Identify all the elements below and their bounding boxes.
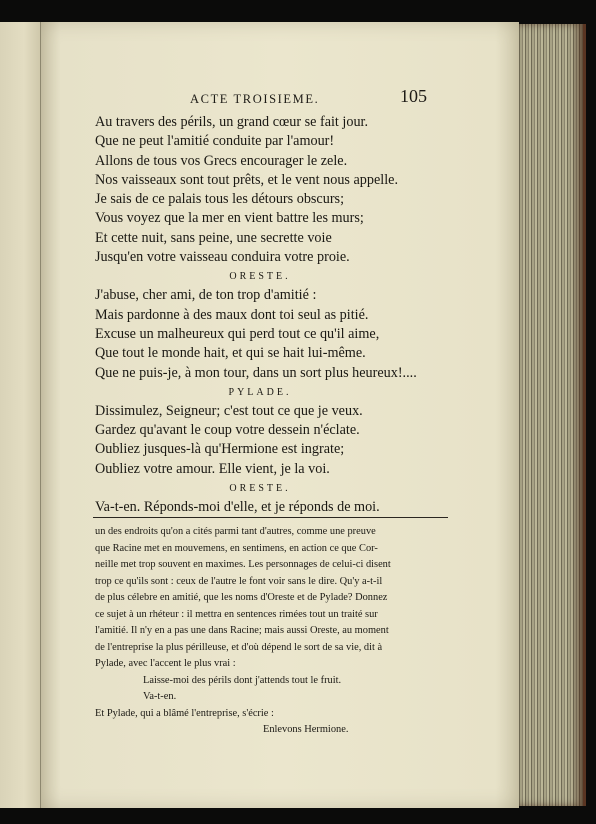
verse-line: Jusqu'en votre vaisseau conduira votre proie. xyxy=(95,249,350,266)
speaker-name: PYLADE. xyxy=(228,386,292,398)
facing-page-edge xyxy=(0,22,41,808)
verse-line: Oubliez jusques-là qu'Hermione est ingrate; xyxy=(95,441,345,458)
speaker-name: ORESTE. xyxy=(229,483,291,495)
book-fore-edge xyxy=(519,24,586,806)
note-line: Et Pylade, qui a blâmé l'entreprise, s'écrie : xyxy=(95,707,274,719)
verse-line: Vous voyez que la mer en vient battre les murs; xyxy=(95,210,364,227)
verse-line: Allons de tous vos Grecs encourager le zele. xyxy=(95,152,348,169)
page-number: 105 xyxy=(400,86,427,106)
commentary-notes xyxy=(95,524,455,739)
verse-line: J'abuse, cher ami, de ton trop d'amitié : xyxy=(95,287,317,304)
speaker-name: ORESTE. xyxy=(229,271,291,283)
note-line: l'amitié. Il n'y en a pas une dans Racine; mais aussi Oreste, au moment xyxy=(95,625,389,636)
footnote-rule xyxy=(93,517,448,518)
verse-line: Au travers des périls, un grand cœur se fait jour. xyxy=(95,114,369,130)
verse-line: Excuse un malheureux qui perd tout ce qu'il aime, xyxy=(95,325,380,342)
verse-line: Je sais de ce palais tous les détours obscurs; xyxy=(95,191,345,208)
verse-line: Oubliez votre amour. Elle vient, je la voi. xyxy=(95,460,330,477)
note-line: Pylade, avec l'accent le plus vrai : xyxy=(95,658,236,669)
note-line: un des endroits qu'on a cités parmi tant d'autres, comme une preuve xyxy=(95,526,376,537)
verse-line: Va-t-en. Réponds-moi d'elle, et je réponds de moi. xyxy=(95,499,380,516)
note-line: de l'entreprise la plus périlleuse, et d'où dépend le sort de sa vie, dit à xyxy=(95,641,383,653)
note-line: neille met trop souvent en maximes. Les personnages de celui-ci disent xyxy=(95,559,391,570)
verse-line: Gardez qu'avant le coup votre dessein n'éclate. xyxy=(95,422,360,439)
note-quote-line: Enlevons Hermione. xyxy=(263,724,349,735)
note-line: ce sujet à un rhéteur : il mettra en sentences rimées tout un traité sur xyxy=(95,608,378,620)
verse-line: Que ne peut l'amitié conduite par l'amour! xyxy=(95,133,335,150)
note-line: que Racine met en mouvemens, en sentimens, en action ce que Cor- xyxy=(95,542,378,554)
note-quote-line: Laisse-moi des périls dont j'attends tout le fruit. xyxy=(143,674,342,686)
verse-line: Que tout le monde hait, et qui se hait lui-même. xyxy=(95,345,366,362)
verse-line: Nos vaisseaux sont tout prêts, et le vent nous appelle. xyxy=(95,171,399,188)
note-line: trop ce qu'ils sont : ceux de l'autre le font voir sans le dire. Qu'y a-t-il xyxy=(95,575,383,587)
note-quote-line: Va-t-en. xyxy=(143,691,177,702)
running-head: ACTE TROISIEME. xyxy=(190,92,320,106)
verse-line: Dissimulez, Seigneur; c'est tout ce que je veux. xyxy=(95,402,363,419)
verse-block xyxy=(95,113,435,517)
verse-line: Que ne puis-je, à mon tour, dans un sort plus heureux!.... xyxy=(95,364,417,381)
verse-line: Et cette nuit, sans peine, une secrette voie xyxy=(95,229,332,246)
verse-line: Mais pardonne à des maux dont toi seul as pitié. xyxy=(95,306,369,323)
note-line: de plus célebre en amitié, que les noms d'Oreste et de Pylade? Donnez xyxy=(95,592,388,603)
